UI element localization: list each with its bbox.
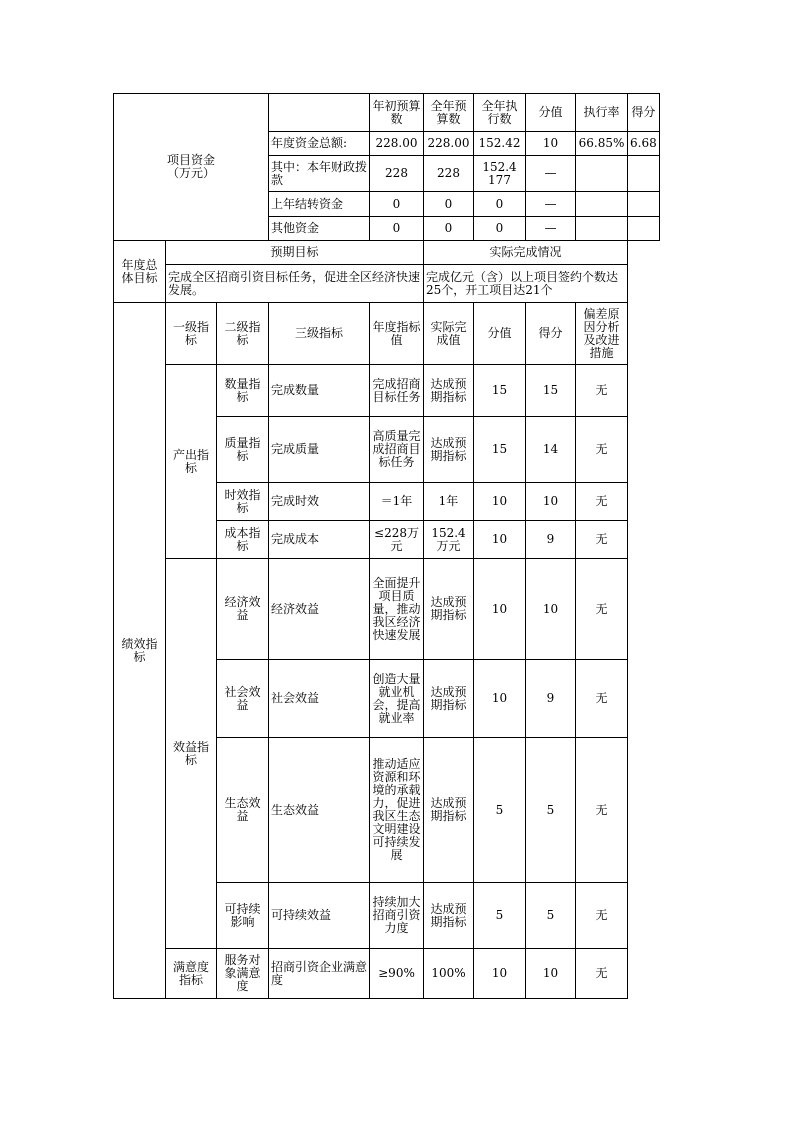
target-cell: 全面提升项目质量，推动我区经济快速发展	[370, 559, 424, 660]
goals-expected-header: 预期目标	[166, 241, 424, 265]
score-cell: 10	[526, 559, 576, 660]
level3-cell: 完成质量	[269, 417, 370, 483]
target-cell: 持续加大招商引资力度	[370, 883, 424, 949]
target-cell: ≥90%	[370, 949, 424, 999]
funds-header-score: 得分	[628, 94, 660, 132]
table-row	[114, 559, 660, 660]
perf-header-level1: 一级指标	[166, 303, 217, 365]
perf-label: 绩效指标	[114, 303, 166, 999]
reason-cell: 无	[576, 483, 628, 521]
score-cell: 15	[526, 365, 576, 417]
perf-header-target: 年度指标值	[370, 303, 424, 365]
actual-cell: 达成预期指标	[424, 738, 474, 883]
target-cell: 完成招商目标任务	[370, 365, 424, 417]
funds-row-executed: 0	[474, 217, 526, 241]
funds-header-blank	[269, 94, 370, 132]
funds-row-rate	[576, 156, 628, 192]
funds-row-score	[628, 217, 660, 241]
table-row	[114, 365, 660, 417]
score-cell: 9	[526, 660, 576, 738]
score-cell: 10	[526, 949, 576, 999]
target-cell: 创造大量就业机会，提高就业率	[370, 660, 424, 738]
level1-satisfaction: 满意度指标	[166, 949, 217, 999]
target-cell: 高质量完成招商目标任务	[370, 417, 424, 483]
perf-header-level2: 二级指标	[217, 303, 269, 365]
funds-row-initial: 0	[370, 192, 424, 217]
funds-header-executed: 全年执行数	[474, 94, 526, 132]
funds-row-executed: 152.42	[474, 132, 526, 156]
weight-cell: 5	[474, 738, 526, 883]
weight-cell: 10	[474, 949, 526, 999]
actual-cell: 达成预期指标	[424, 660, 474, 738]
goals-actual-header: 实际完成情况	[424, 241, 628, 265]
actual-cell: 达成预期指标	[424, 559, 474, 660]
reason-cell: 无	[576, 559, 628, 660]
table-row	[114, 949, 660, 999]
level3-cell: 经济效益	[269, 559, 370, 660]
funds-row-score	[628, 156, 660, 192]
perf-header-weight: 分值	[474, 303, 526, 365]
reason-cell: 无	[576, 521, 628, 559]
level2-cell: 数量指标	[217, 365, 269, 417]
score-cell: 10	[526, 483, 576, 521]
funds-row-name: 其中：本年财政拨款	[269, 156, 370, 192]
actual-cell: 达成预期指标	[424, 883, 474, 949]
weight-cell: 5	[474, 883, 526, 949]
level3-cell: 完成时效	[269, 483, 370, 521]
funds-header-rate: 执行率	[576, 94, 628, 132]
actual-cell: 达成预期指标	[424, 365, 474, 417]
funds-row-initial: 0	[370, 217, 424, 241]
level2-cell: 成本指标	[217, 521, 269, 559]
level3-cell: 完成数量	[269, 365, 370, 417]
funds-row-name: 其他资金	[269, 217, 370, 241]
funds-row-name: 上年结转资金	[269, 192, 370, 217]
level2-cell: 服务对象满意度	[217, 949, 269, 999]
funds-row-annual: 0	[424, 192, 474, 217]
level3-cell: 完成成本	[269, 521, 370, 559]
funds-row-initial: 228	[370, 156, 424, 192]
funds-row-weight: 10	[526, 132, 576, 156]
target-cell: ≤228万元	[370, 521, 424, 559]
funds-header-weight: 分值	[526, 94, 576, 132]
reason-cell: 无	[576, 417, 628, 483]
funds-header-annual: 全年预算数	[424, 94, 474, 132]
weight-cell: 15	[474, 365, 526, 417]
perf-header-level3: 三级指标	[269, 303, 370, 365]
level2-cell: 社会效益	[217, 660, 269, 738]
level1-benefit: 效益指标	[166, 559, 217, 949]
funds-row-score	[628, 192, 660, 217]
actual-cell: 152.4万元	[424, 521, 474, 559]
funds-row-annual: 0	[424, 217, 474, 241]
score-cell: 9	[526, 521, 576, 559]
weight-cell: 10	[474, 559, 526, 660]
perf-header-score: 得分	[526, 303, 576, 365]
funds-row-rate	[576, 192, 628, 217]
goals-expected: 完成全区招商引资目标任务，促进全区经济快速发展。	[166, 265, 424, 303]
level2-cell: 经济效益	[217, 559, 269, 660]
perf-header-reason: 偏差原因分析及改进措施	[576, 303, 628, 365]
level3-cell: 招商引资企业满意度	[269, 949, 370, 999]
funds-row-weight: —	[526, 192, 576, 217]
weight-cell: 15	[474, 417, 526, 483]
funds-row-name: 年度资金总额:	[269, 132, 370, 156]
funds-row-executed: 152.4177	[474, 156, 526, 192]
score-cell: 5	[526, 738, 576, 883]
funds-row-annual: 228	[424, 156, 474, 192]
reason-cell: 无	[576, 365, 628, 417]
level3-cell: 生态效益	[269, 738, 370, 883]
funds-row-weight: —	[526, 217, 576, 241]
reason-cell: 无	[576, 883, 628, 949]
target-cell: ＝1年	[370, 483, 424, 521]
funds-row-initial: 228.00	[370, 132, 424, 156]
funds-label: 项目资金 （万元）	[114, 94, 269, 241]
funds-row-weight: —	[526, 156, 576, 192]
level2-cell: 可持续影响	[217, 883, 269, 949]
level3-cell: 可持续效益	[269, 883, 370, 949]
level2-cell: 生态效益	[217, 738, 269, 883]
weight-cell: 10	[474, 660, 526, 738]
reason-cell: 无	[576, 949, 628, 999]
level2-cell: 质量指标	[217, 417, 269, 483]
actual-cell: 达成预期指标	[424, 417, 474, 483]
funds-row-rate	[576, 217, 628, 241]
goals-label: 年度总体目标	[114, 241, 166, 303]
target-cell: 推动适应资源和环境的承载力，促进我区生态文明建设可持续发展	[370, 738, 424, 883]
level1-output: 产出指标	[166, 365, 217, 559]
funds-row-score: 6.68	[628, 132, 660, 156]
funds-header-initial: 年初预算数	[370, 94, 424, 132]
funds-row-rate: 66.85%	[576, 132, 628, 156]
goals-actual: 完成亿元（含）以上项目签约个数达25个，开工项目达21个	[424, 265, 628, 303]
perf-header-actual: 实际完成值	[424, 303, 474, 365]
level3-cell: 社会效益	[269, 660, 370, 738]
performance-table	[113, 93, 660, 999]
actual-cell: 100%	[424, 949, 474, 999]
reason-cell: 无	[576, 660, 628, 738]
level2-cell: 时效指标	[217, 483, 269, 521]
score-cell: 5	[526, 883, 576, 949]
score-cell: 14	[526, 417, 576, 483]
weight-cell: 10	[474, 483, 526, 521]
funds-row-annual: 228.00	[424, 132, 474, 156]
weight-cell: 10	[474, 521, 526, 559]
funds-row-executed: 0	[474, 192, 526, 217]
reason-cell: 无	[576, 738, 628, 883]
actual-cell: 1年	[424, 483, 474, 521]
